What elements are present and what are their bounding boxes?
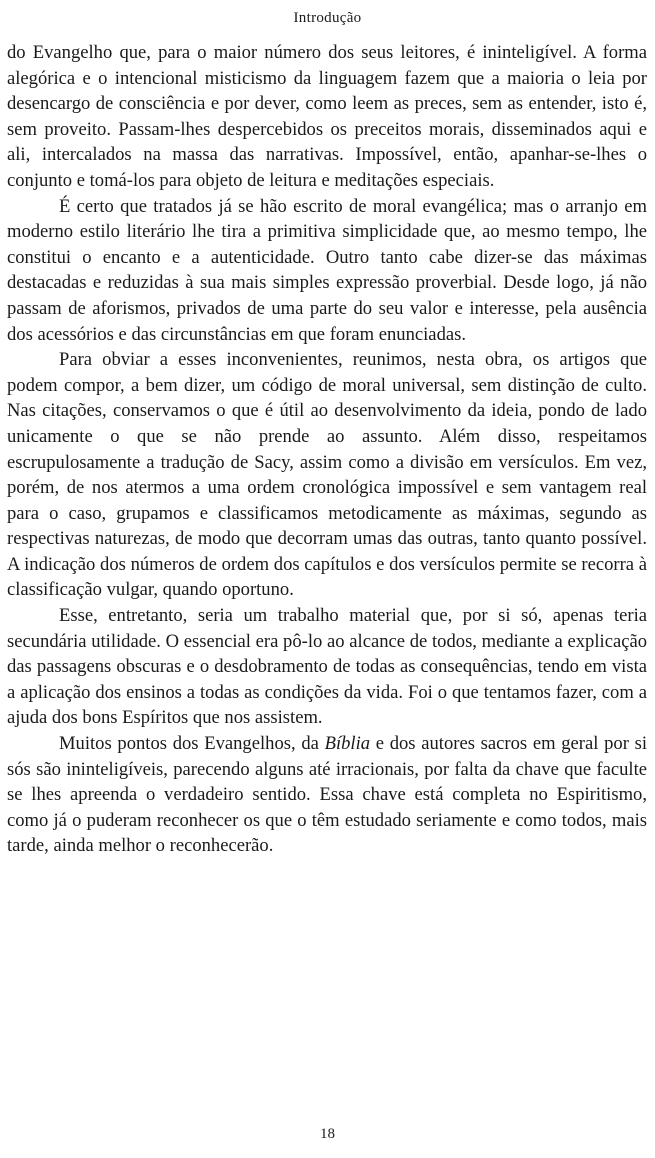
paragraph: É certo que tratados já se hão escrito de moral evangélica; mas o arranjo em moderno estilo literário lhe tira a primitiva simplicidade que, ao mesmo tempo, lhe constitui o encanto e a autenticidade. Outro tanto cabe dizer-se das máximas destacadas e reduzidas à sua mais simples expressão proverbial. Desde logo, já não passam de aforismos, privados de uma parte do seu valor e interesse, pela ausência dos acessórios e das circunstâncias em que foram enunciadas. <box>7 195 647 345</box>
paragraph-continued: do Evangelho que, para o maior número dos seus leitores, é ininteligível. A forma alegórica e o intencional misticismo da linguagem fazem que a maioria o leia por desencargo de consciência e por dever, como leem as preces, sem as entender, isto é, sem proveito. Passam-lhes despercebidos os preceitos morais, disseminados aqui e ali, intercalados na massa das narrativas. Impossível, então, apanhar-se-lhes o conjunto e tomá-los para objeto de leitura e meditações especiais. <box>7 42 647 191</box>
running-header: Introdução <box>293 10 362 26</box>
paragraph <box>7 731 647 859</box>
page-body <box>7 40 647 859</box>
book-title-italic: Bíblia <box>324 733 371 755</box>
paragraph-text: Muitos pontos dos Evangelhos, da <box>59 733 325 755</box>
paragraph-text: e dos autores sacros em geral por si sós são ininteligíveis, parecendo alguns até irracionais, por falta da chave que faculte se lhes apreenda o verdadeiro sentido. Essa chave está completa no Espiritismo, como já o puderam reconhecer os que o têm estudado seriamente e como todos, mais tarde, ainda melhor o reconhecerão. <box>7 733 647 857</box>
paragraph: Para obviar a esses inconvenientes, reunimos, nesta obra, os artigos que podem compor, a bem dizer, um código de moral universal, sem distinção de culto. Nas citações, conservamos o que é útil ao desenvolvimento da ideia, pondo de lado unicamente o que se não prende ao assunto. Além disso, respeitamos escrupulosamente a tradução de Sacy, assim como a divisão em versículos. Em vez, porém, de nos atermos a uma ordem cronológica impossível e sem vantagem real para o caso, grupamos e classificamos metodicamente as máximas, segundo as respectivas naturezas, de modo que decorram umas das outras, tanto quanto possível. A indicação dos números de ordem dos capítulos e dos versículos permite se recorra à classificação vulgar, quando oportuno. <box>7 349 647 601</box>
paragraph: Esse, entretanto, seria um trabalho material que, por si só, apenas teria secundária utilidade. O essencial era pô-lo ao alcance de todos, mediante a explicação das passagens obscuras e o desdobramento de todas as consequências, tendo em vista a aplicação dos ensinos a todas as condições da vida. Foi o que tentamos fazer, com a ajuda dos bons Espíritos que nos assistem. <box>7 605 647 729</box>
page-number: 18 <box>320 1126 335 1142</box>
